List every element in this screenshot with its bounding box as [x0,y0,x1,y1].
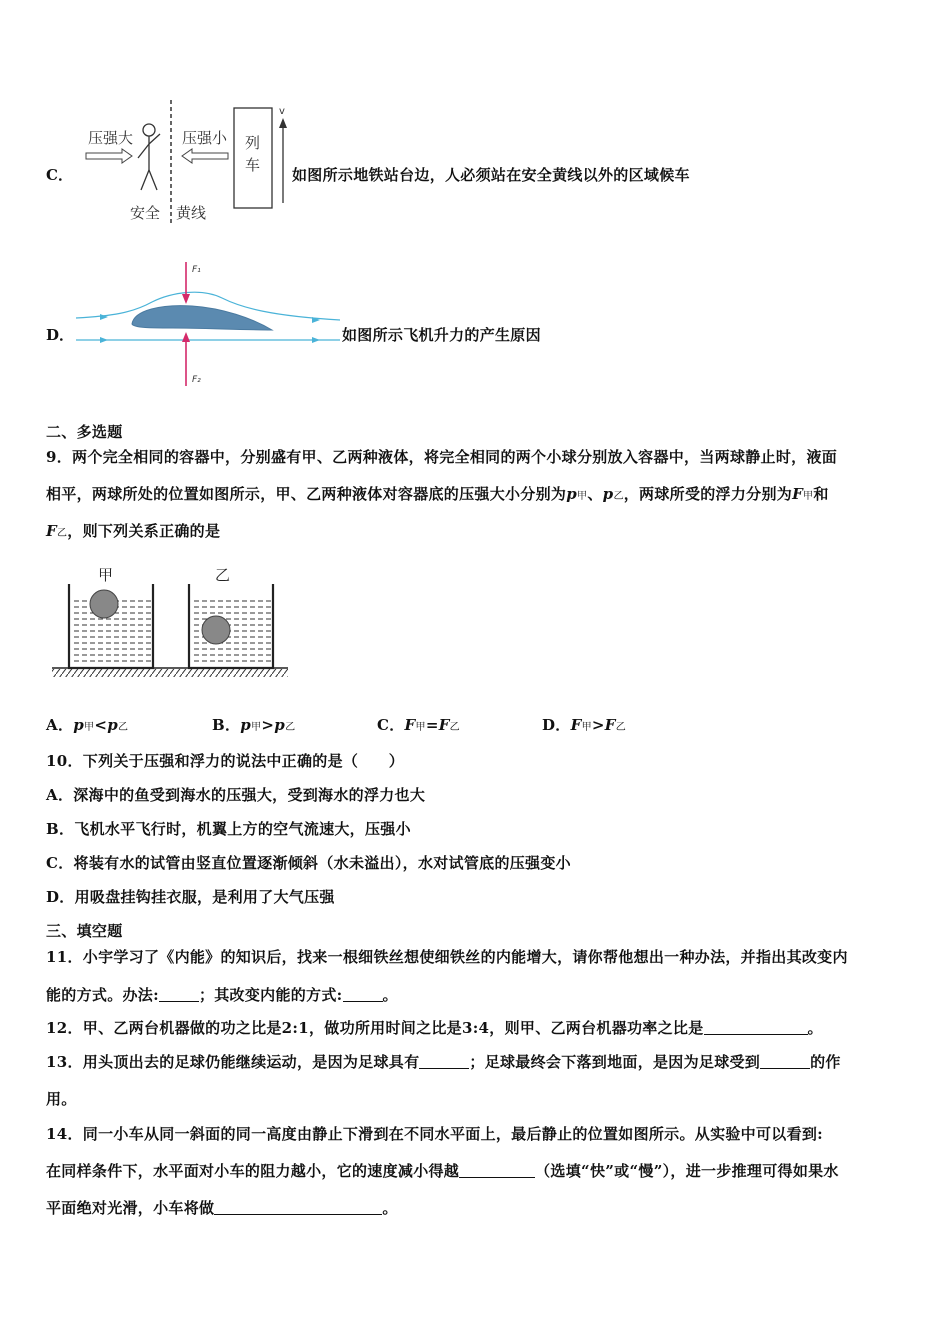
q11-line-1: 11．小宇学习了《内能》的知识后，找来一根细铁丝想使细铁丝的内能增大，请你帮他想出一种办法，并指出其改变内 [46,948,848,966]
fig-container-yi-label: 乙 [215,566,231,584]
q9-option-d-relation: > [591,716,605,734]
fig-f2-label: F₂ [192,375,201,385]
q9-sub-jia: 甲 [251,722,262,733]
q14-text-c: 平面绝对光滑，小车将做 [46,1199,215,1217]
q9-sub-yi: 乙 [56,528,68,539]
q11-line-2-end: 。 [382,986,398,1004]
option-c-label: C． [46,166,73,184]
q9-p-symbol: p [107,716,119,734]
fig-safe-label: 安全 [130,204,161,222]
q10-stem: 10．下列关于压强和浮力的说法中正确的是（ ） [46,752,405,770]
q9-f-symbol: F [604,716,616,734]
fig-yellow-line-label: 黄线 [176,204,207,222]
ball-yi [202,616,230,644]
q9-sub-yi: 乙 [449,722,460,733]
q13-text-b: ；足球最终会下落到地面，是因为足球受到 [469,1053,761,1071]
fig-low-pressure-label: 压强小 [182,129,228,147]
q14-line-1: 14．同一小车从同一斜面的同一高度由静止下滑到在不同水平面上，最后静止的位置如图所示。从实验中可以看到: [46,1125,824,1143]
q9-option-c-label: C． [377,716,405,734]
q10-option-c: C．将装有水的试管由竖直位置逐渐倾斜（水未溢出），水对试管底的压强变小 [46,854,571,872]
q9-sub-yi: 乙 [613,491,624,502]
subway-platform-figure [78,98,298,233]
section-3-title: 三、填空题 [46,922,123,940]
q9-p-symbol: p [566,485,578,503]
q11-line-2 [46,984,398,1005]
q14-end: 。 [382,1199,398,1217]
q9-option-c-relation: = [425,716,439,734]
q9-line-2-text-b: ，两球所受的浮力分别为 [623,485,793,503]
q14-line-3 [46,1197,398,1218]
q14-text-a: 在同样条件下，水平面对小车的阻力越小，它的速度减小得越 [46,1162,460,1180]
q9-option-c [377,714,460,735]
q13-blank-2[interactable] [760,1054,810,1069]
option-c-caption: 如图所示地铁站台边，人必须站在安全黄线以外的区域候车 [292,166,690,184]
q9-option-d [542,714,626,735]
q10-option-b: B．飞机水平飞行时，机翼上方的空气流速大，压强小 [46,820,411,838]
q11-line-2-text-a: 能的方式。办法: [46,986,159,1004]
ground-hatch [52,669,288,677]
q12-line [46,1017,823,1038]
q9-option-b-relation: > [261,716,275,734]
q11-blank-way[interactable] [343,987,383,1002]
fig-train-char-1: 列 [245,134,261,152]
option-d-label: D． [46,326,75,344]
q11-line-2-text-b: ；其改变内能的方式: [198,986,343,1004]
person-icon [138,124,160,190]
q13-line-1 [46,1051,841,1072]
q9-line-3 [46,520,220,541]
q14-line-2 [46,1160,839,1181]
q9-option-b [212,714,295,735]
fig-velocity-label: v [279,106,285,117]
q9-and: 和 [813,485,829,503]
q9-line-2 [46,483,829,504]
q9-sub-yi: 乙 [118,722,129,733]
fig-high-pressure-label: 压强大 [88,129,134,147]
right-arrow-icon [86,149,132,163]
q9-sub-jia: 甲 [84,722,95,733]
q9-line-3-text: ，则下列关系正确的是 [67,522,221,540]
q9-separator: 、 [587,485,603,503]
fig-f1-label: F₁ [192,265,201,275]
q9-line-2-text: 相平，两球所处的位置如图所示，甲、乙两种液体对容器底的压强大小分别为 [46,485,567,503]
q9-sub-jia: 甲 [415,722,426,733]
left-arrow-icon [182,149,228,163]
q14-blank-2[interactable] [214,1200,382,1215]
q9-option-a-label: A． [46,716,74,734]
q14-blank-1[interactable] [459,1163,535,1178]
q13-text-c: 的作 [810,1053,841,1071]
q12-text: 12．甲、乙两台机器做的功之比是2:1，做功所用时间之比是3:4，则甲、乙两台机器功率之比是 [46,1019,704,1037]
q14-text-b: （选填“快”或“慢”），进一步推理可得如果水 [535,1162,839,1180]
q9-line-1: 9．两个完全相同的容器中，分别盛有甲、乙两种液体，将完全相同的两个小球分别放入容器中，当两球静止时，液面 [46,448,838,466]
airfoil-lift-figure [72,258,342,390]
q9-sub-jia: 甲 [803,491,814,502]
ball-jia [90,590,118,618]
q9-containers-figure [50,562,290,680]
q9-f-symbol: F [46,522,57,540]
option-d-caption: 如图所示飞机升力的产生原因 [342,326,541,344]
q13-blank-1[interactable] [419,1054,469,1069]
q9-sub-jia: 甲 [581,722,592,733]
q9-p-symbol: p [240,716,252,734]
q9-option-a [46,714,128,735]
q9-sub-yi: 乙 [285,722,296,733]
q9-f-symbol: F [570,716,582,734]
q9-sub-jia: 甲 [577,491,588,502]
q9-p-symbol: p [602,485,614,503]
q12-blank[interactable] [704,1020,808,1035]
q9-p-symbol: p [274,716,286,734]
airplane-wing-icon [132,306,272,330]
q9-sub-yi: 乙 [615,722,627,733]
section-2-title: 二、多选题 [46,423,123,441]
fig-container-jia-label: 甲 [98,566,114,584]
q9-p-symbol: p [73,716,85,734]
q9-option-d-label: D． [542,716,571,734]
q11-blank-method[interactable] [159,987,199,1002]
q9-option-b-label: B． [212,716,241,734]
q9-f-symbol: F [404,716,416,734]
q9-f-symbol: F [792,485,804,503]
q10-option-a: A．深海中的鱼受到海水的压强大，受到海水的浮力也大 [46,786,426,804]
fig-train-char-2: 车 [245,156,261,174]
q13-text-a: 13．用头顶出去的足球仍能继续运动，是因为足球具有 [46,1053,420,1071]
q9-option-a-relation: < [94,716,108,734]
q9-f-symbol: F [438,716,450,734]
q12-end: 。 [807,1019,823,1037]
q13-line-2: 用。 [46,1090,77,1108]
q10-option-d: D．用吸盘挂钩挂衣服，是利用了大气压强 [46,888,335,906]
